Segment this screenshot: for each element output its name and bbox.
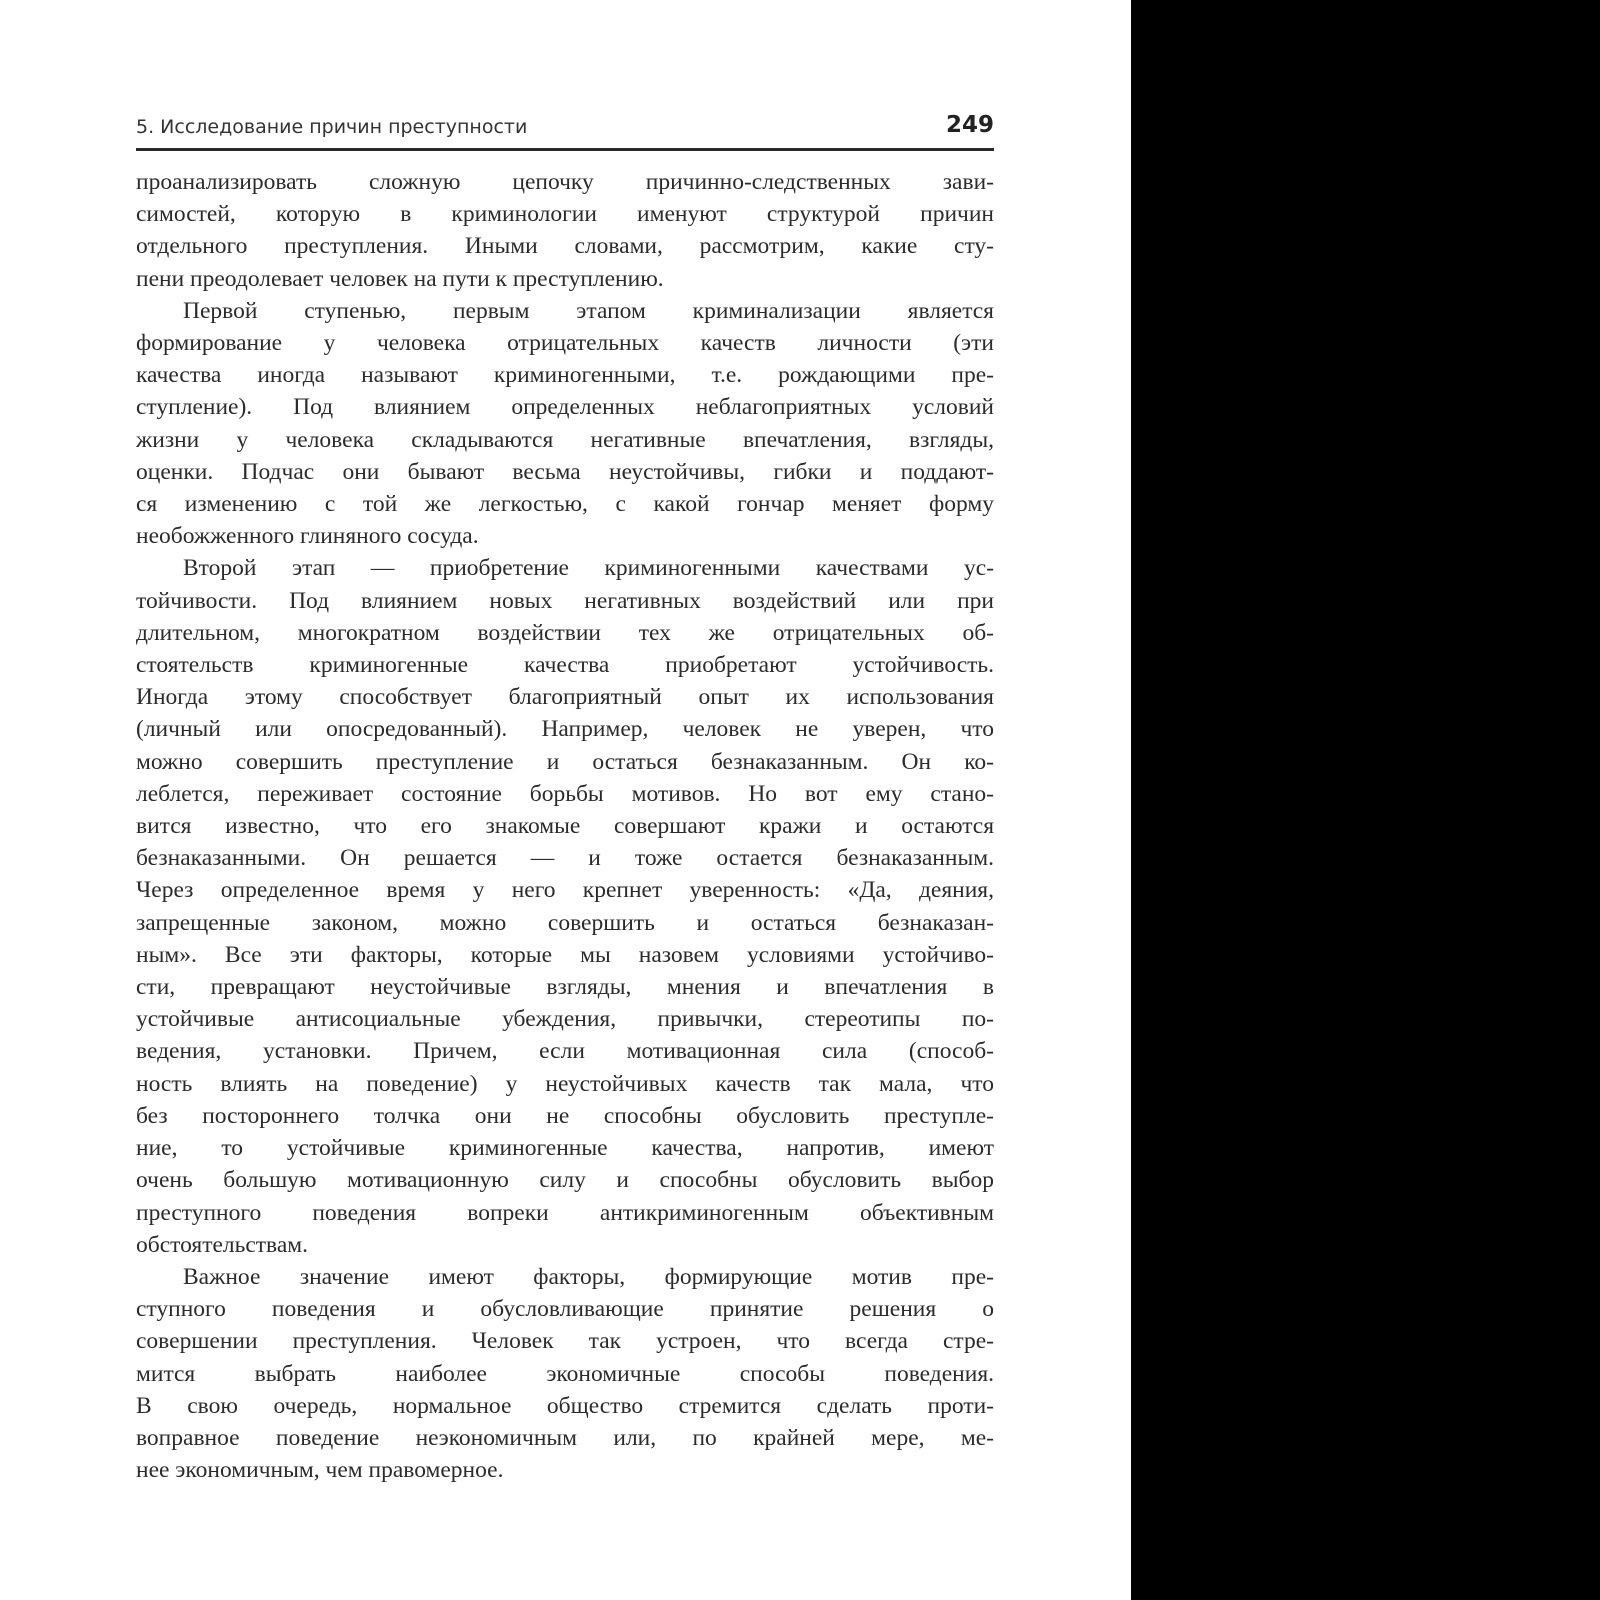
text-line: (личный или опосредованный). Например, человек не уверен, что <box>136 716 994 743</box>
text-line: Второй этап — приобретение криминогенными качествами ус- <box>183 555 994 582</box>
paragraph <box>136 263 994 295</box>
text-line: ступление). Под влиянием определенных неблагоприятных условий <box>136 394 994 421</box>
text-line: качества иногда называют криминогенными, т.е. рождающими пре- <box>136 362 994 389</box>
text-line: ся изменению с той же легкостью, с какой гончар меняет форму <box>136 491 994 518</box>
paragraph <box>136 552 994 584</box>
page-number: 249 <box>945 112 994 138</box>
paragraph <box>136 488 994 520</box>
paragraph <box>136 327 994 359</box>
text-line: совершении преступления. Человек так устроен, что всегда стре- <box>136 1328 994 1355</box>
paragraph <box>136 1261 994 1293</box>
text-line: безнаказанными. Он решается — и тоже остается безнаказанным. <box>136 845 994 872</box>
paragraph <box>136 1003 994 1035</box>
paragraph <box>136 1100 994 1132</box>
text-line: без постороннего толчка они не способны обусловить преступле- <box>136 1102 994 1129</box>
text-line: ным». Все эти факторы, которые мы назовем условиями устойчиво- <box>136 941 994 968</box>
paragraph <box>136 681 994 713</box>
paragraph <box>136 971 994 1003</box>
paragraph <box>136 874 994 906</box>
paragraph <box>136 907 994 939</box>
text-line: можно совершить преступление и остаться безнаказанным. Он ко- <box>136 748 994 775</box>
text-line: мится выбрать наиболее экономичные способы поведения. <box>136 1360 994 1387</box>
paragraph <box>136 649 994 681</box>
text-line: Первой ступенью, первым этапом криминализации является <box>183 297 994 324</box>
paragraph <box>136 295 994 327</box>
text-line: пени преодолевает человек на пути к преступлению. <box>136 265 664 292</box>
text-line: Через определенное время у него крепнет уверенность: «Да, деяния, <box>136 877 994 904</box>
paragraph <box>136 424 994 456</box>
text-line: формирование у человека отрицательных качеств личности (эти <box>136 330 994 357</box>
text-line: Важное значение имеют факторы, формирующие мотив пре- <box>183 1263 994 1290</box>
paragraph <box>136 746 994 778</box>
paragraph <box>136 1132 994 1164</box>
paragraph <box>136 391 994 423</box>
text-line: отдельного преступления. Иными словами, рассмотрим, какие сту- <box>136 233 994 260</box>
paragraph <box>136 230 994 262</box>
paragraph <box>136 1293 994 1325</box>
paragraph <box>136 939 994 971</box>
paragraph <box>136 359 994 391</box>
paragraph <box>136 456 994 488</box>
text-line: ние, то устойчивые криминогенные качества, напротив, имеют <box>136 1135 994 1162</box>
paragraph <box>136 713 994 745</box>
text-line: Иногда этому способствует благоприятный опыт их использования <box>136 684 994 711</box>
text-line: проанализировать сложную цепочку причинно-следственных зави- <box>136 169 994 195</box>
body-text <box>136 166 994 1486</box>
running-title: 5. Исследование причин преступности <box>136 116 528 138</box>
text-line: ность влиять на поведение) у неустойчивых качеств так мала, что <box>136 1070 994 1097</box>
text-line: сти, превращают неустойчивые взгляды, мнения и впечатления в <box>136 974 994 1001</box>
paragraph <box>136 1422 994 1454</box>
text-line: длительном, многократном воздействии тех же отрицательных об- <box>136 619 994 646</box>
paragraph <box>136 1164 994 1196</box>
text-line: леблется, переживает состояние борьбы мотивов. Но вот ему стано- <box>136 780 994 807</box>
paragraph <box>136 1035 994 1067</box>
text-line: тойчивости. Под влиянием новых негативных воздействий или при <box>136 587 994 614</box>
text-line: необожженного глиняного сосуда. <box>136 523 479 550</box>
text-line: устойчивые антисоциальные убеждения, привычки, стереотипы по- <box>136 1006 994 1033</box>
text-line: симостей, которую в криминологии именуют структурой причин <box>136 201 994 228</box>
text-line: В свою очередь, нормальное общество стремится сделать проти- <box>136 1392 994 1419</box>
paragraph <box>136 842 994 874</box>
paragraph <box>136 810 994 842</box>
paragraph <box>136 198 994 230</box>
text-line: преступного поведения вопреки антикриминогенным объективным <box>136 1199 994 1226</box>
paragraph <box>136 1358 994 1390</box>
text-line: ведения, установки. Причем, если мотивационная сила (способ- <box>136 1038 994 1065</box>
text-line: нее экономичным, чем правомерное. <box>136 1457 504 1484</box>
text-line: запрещенные законом, можно совершить и остаться безнаказан- <box>136 909 994 936</box>
text-line: обстоятельствам. <box>136 1231 309 1258</box>
paragraph <box>136 778 994 810</box>
paragraph <box>136 1454 994 1486</box>
paragraph <box>136 585 994 617</box>
paragraph <box>136 1229 994 1261</box>
paragraph <box>136 1325 994 1357</box>
paragraph <box>136 520 994 552</box>
paragraph <box>136 1390 994 1422</box>
text-line: очень большую мотивационную силу и способны обусловить выбор <box>136 1167 994 1194</box>
paragraph <box>136 617 994 649</box>
paragraph <box>136 166 994 198</box>
text-line: жизни у человека складываются негативные впечатления, взгляды, <box>136 426 994 453</box>
running-header <box>136 112 994 151</box>
text-line: вится известно, что его знакомые совершают кражи и остаются <box>136 813 994 840</box>
text-line: ступного поведения и обусловливающие принятие решения о <box>136 1296 994 1323</box>
paragraph <box>136 1197 994 1229</box>
text-line: оценки. Подчас они бывают весьма неустойчивы, гибки и поддают- <box>136 458 994 485</box>
text-line: стоятельств криминогенные качества приобретают устойчивость. <box>136 652 994 679</box>
text-line: воправное поведение неэкономичным или, по крайней мере, ме- <box>136 1424 994 1451</box>
paragraph <box>136 1068 994 1100</box>
